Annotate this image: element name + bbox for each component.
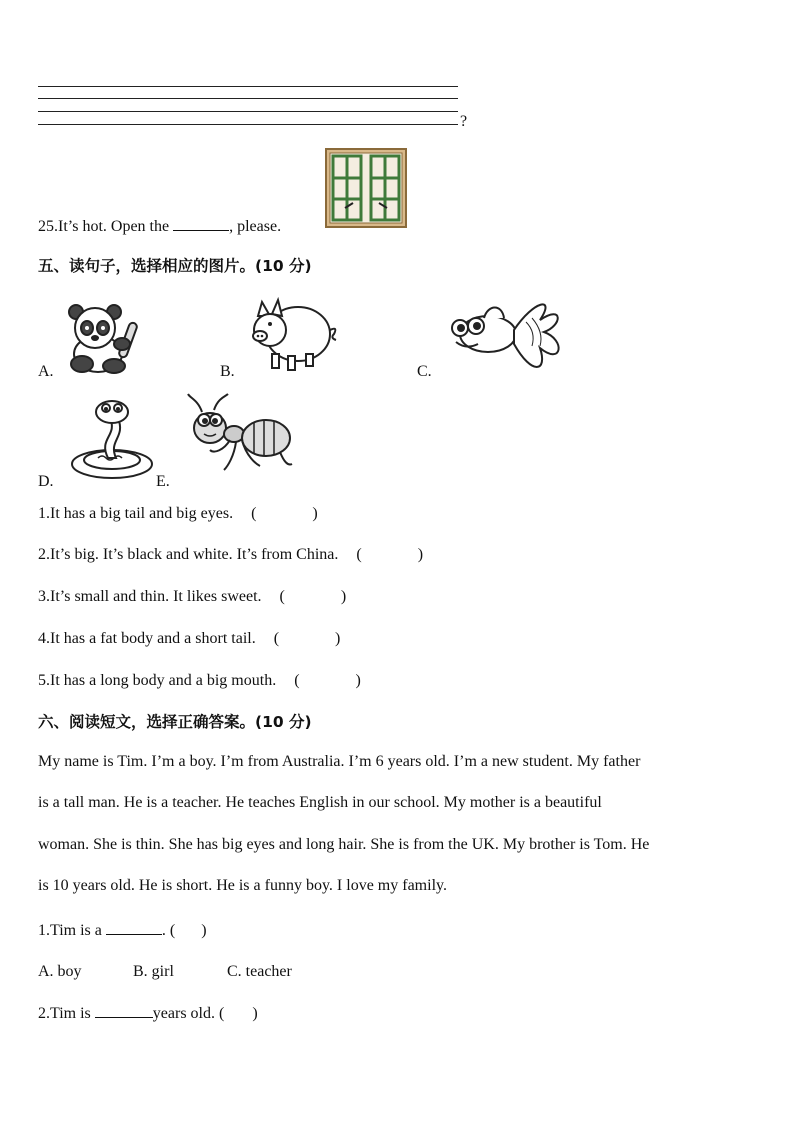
- question-text: 2.Tim is: [38, 1005, 95, 1022]
- option-c-label: C.: [417, 363, 432, 380]
- question-suffix: , please.: [229, 218, 282, 235]
- question-text: 2.It’s big. It’s black and white. It’s from China.: [38, 546, 339, 563]
- s5-question-3: [38, 587, 346, 607]
- answer-line-4[interactable]: [38, 124, 458, 125]
- question-number: 25.: [38, 218, 58, 235]
- snake-icon: [68, 398, 156, 482]
- question-mark: ?: [460, 113, 468, 130]
- question-suffix: . (: [161, 922, 176, 939]
- passage-line-2: is a tall man. He is a teacher. He teaches English in our school. My mother is a beautiful: [38, 794, 602, 811]
- pig-icon: [248, 294, 338, 374]
- answer-blank[interactable]: [95, 1003, 153, 1018]
- option-e-label: E.: [156, 473, 170, 490]
- answer-box[interactable]: ( ): [294, 672, 361, 689]
- passage-line-1: My name is Tim. I’m a boy. I’m from Australia. I’m 6 years old. I’m a new student. My father: [38, 753, 641, 770]
- answer-line-1[interactable]: [38, 86, 458, 87]
- answer-blank[interactable]: [173, 216, 229, 231]
- section-5-heading: 五、读句子，选择相应的图片。(10 分): [38, 257, 312, 275]
- s5-question-2: [38, 545, 423, 565]
- question-text: 1.Tim is a: [38, 922, 106, 939]
- section-6-heading: 六、阅读短文，选择正确答案。(10 分): [38, 713, 312, 731]
- answer-box[interactable]: ( ): [279, 588, 347, 605]
- s5-question-4: [38, 629, 340, 649]
- option-d-label: D.: [38, 473, 54, 490]
- s5-question-1: [38, 504, 318, 524]
- answer-blank[interactable]: [106, 920, 162, 935]
- question-text: 5.It has a long body and a big mouth.: [38, 672, 277, 689]
- ant-icon: [184, 394, 294, 478]
- s6-q1-option-c[interactable]: C. teacher: [227, 963, 292, 980]
- passage-line-4: is 10 years old. He is short. He is a funny boy. I love my family.: [38, 877, 447, 894]
- panda-icon: [64, 302, 144, 376]
- option-a-label: A.: [38, 363, 54, 380]
- s6-q1-option-b[interactable]: B. girl: [133, 963, 174, 980]
- question-prefix: It’s hot. Open the: [58, 218, 174, 235]
- question-suffix: years old. (: [152, 1005, 225, 1022]
- answer-line-2[interactable]: [38, 98, 458, 99]
- question-text: 4.It has a fat body and a short tail.: [38, 630, 256, 647]
- window-icon: [325, 148, 407, 228]
- answer-box[interactable]: ( ): [273, 630, 341, 647]
- answer-line-3[interactable]: [38, 111, 458, 112]
- question-text: 3.It’s small and thin. It likes sweet.: [38, 588, 262, 605]
- passage-line-3: woman. She is thin. She has big eyes and long hair. She is from the UK. My brother is Tom. He: [38, 836, 650, 853]
- s6-question-1: 1.Tim is a . ( ): [38, 922, 207, 939]
- question-text: 1.It has a big tail and big eyes.: [38, 505, 234, 522]
- s5-question-5: [38, 671, 361, 691]
- goldfish-icon: [444, 296, 574, 378]
- option-b-label: B.: [220, 363, 235, 380]
- s6-question-2: 2.Tim is years old. ( ): [38, 1005, 258, 1022]
- answer-box[interactable]: ( ): [251, 505, 318, 522]
- question-25: [38, 216, 281, 237]
- s6-q1-option-a[interactable]: A. boy: [38, 963, 82, 980]
- answer-box[interactable]: ( ): [356, 546, 424, 563]
